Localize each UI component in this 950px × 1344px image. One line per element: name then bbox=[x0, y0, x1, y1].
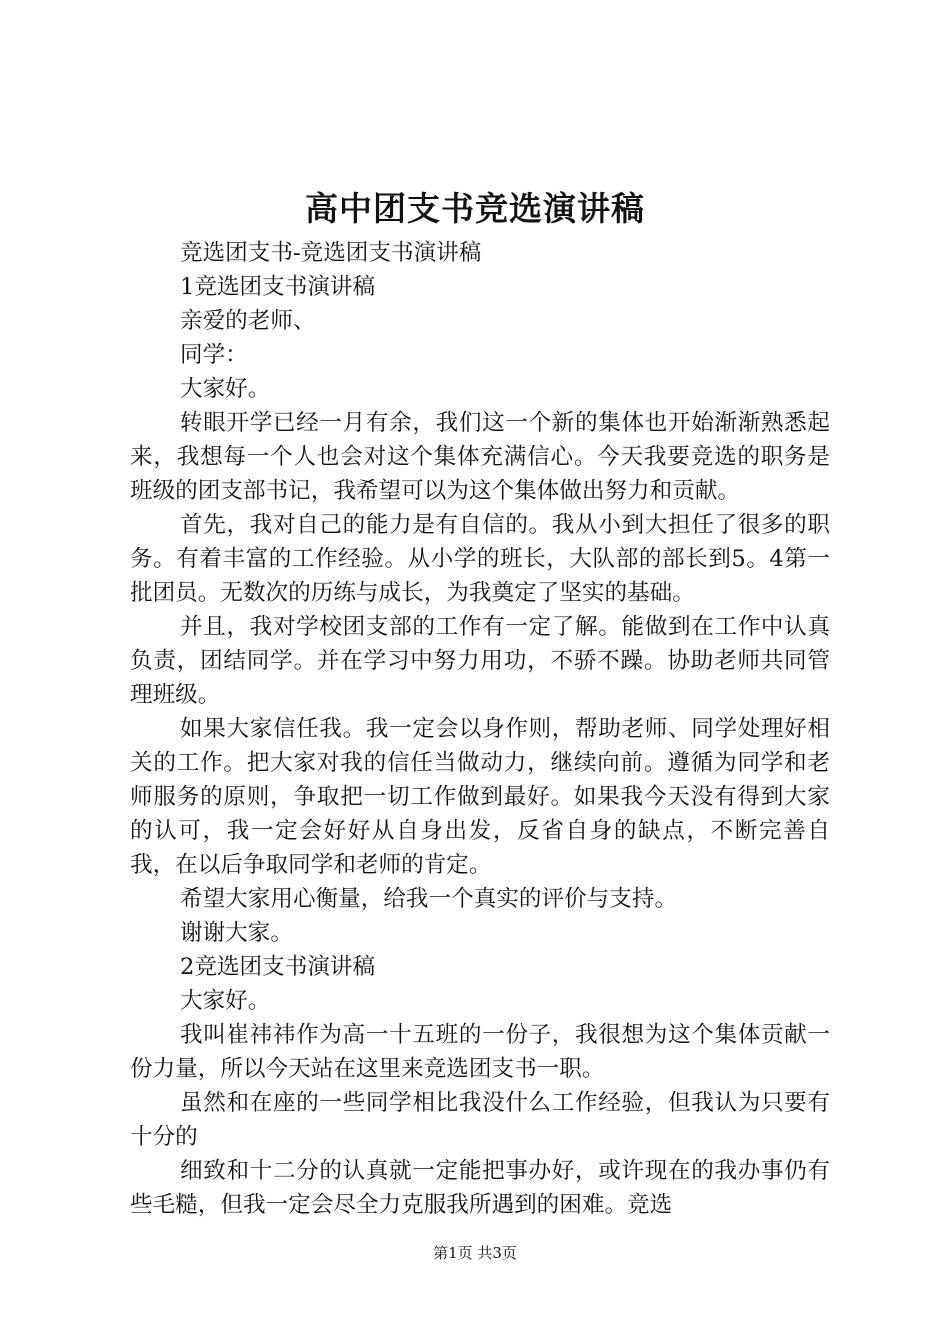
paragraph: 大家好。 bbox=[180, 376, 271, 402]
paragraph: 细致和十二分的认真就一定能把事办好，或许现在的我办事仍有些毛糙，但我一定会尽全力克服我所遇到的困难。竞选 bbox=[130, 1158, 830, 1218]
paragraph: 如果大家信任我。我一定会以身作则，帮助老师、同学处理好相关的工作。把大家对我的信任当做动力，继续向前。遵循为同学和老师服务的原则，争取把一切工作做到最好。如果我今天没有得到大家的认可，我一定会好好从自身出发，反省自身的缺点，不断完善自我，在以后争取同学和老师的肯定。 bbox=[130, 716, 830, 878]
paragraph: 2竞选团支书演讲稿 bbox=[180, 954, 376, 980]
paragraph: 希望大家用心衡量，给我一个真实的评价与支持。 bbox=[180, 886, 678, 912]
paragraph: 我叫崔祎祎作为高一十五班的一份子，我很想为这个集体贡献一份力量，所以今天站在这里来竞选团支书一职。 bbox=[130, 1022, 830, 1082]
paragraph: 1竞选团支书演讲稿 bbox=[180, 274, 376, 300]
paragraph: 并且，我对学校团支部的工作有一定了解。能做到在工作中认真负责，团结同学。并在学习中努力用功，不骄不躁。协助老师共同管理班级。 bbox=[130, 614, 830, 708]
paragraph: 亲爱的老师、 bbox=[180, 308, 316, 334]
paragraph: 转眼开学已经一月有余，我们这一个新的集体也开始渐渐熟悉起来，我想每一个人也会对这个集体充满信心。今天我要竞选的职务是班级的团支部书记，我希望可以为这个集体做出努力和贡献。 bbox=[130, 410, 830, 504]
page-number-footer: 第1页 共3页 bbox=[433, 1244, 517, 1262]
paragraph: 谢谢大家。 bbox=[180, 920, 293, 946]
document-title: 高中团支书竞选演讲稿 bbox=[305, 189, 645, 228]
paragraph: 竞选团支书-竞选团支书演讲稿 bbox=[180, 240, 482, 266]
paragraph: 大家好。 bbox=[180, 988, 271, 1014]
document-body bbox=[130, 236, 830, 1222]
paragraph: 虽然和在座的一些同学相比我没什么工作经验，但我认为只要有十分的 bbox=[130, 1090, 830, 1150]
paragraph: 同学： bbox=[180, 342, 248, 368]
paragraph: 首先，我对自己的能力是有自信的。我从小到大担任了很多的职务。有着丰富的工作经验。从小学的班长，大队部的部长到5。4第一批团员。无数次的历练与成长，为我奠定了坚实的基础。 bbox=[130, 512, 830, 606]
